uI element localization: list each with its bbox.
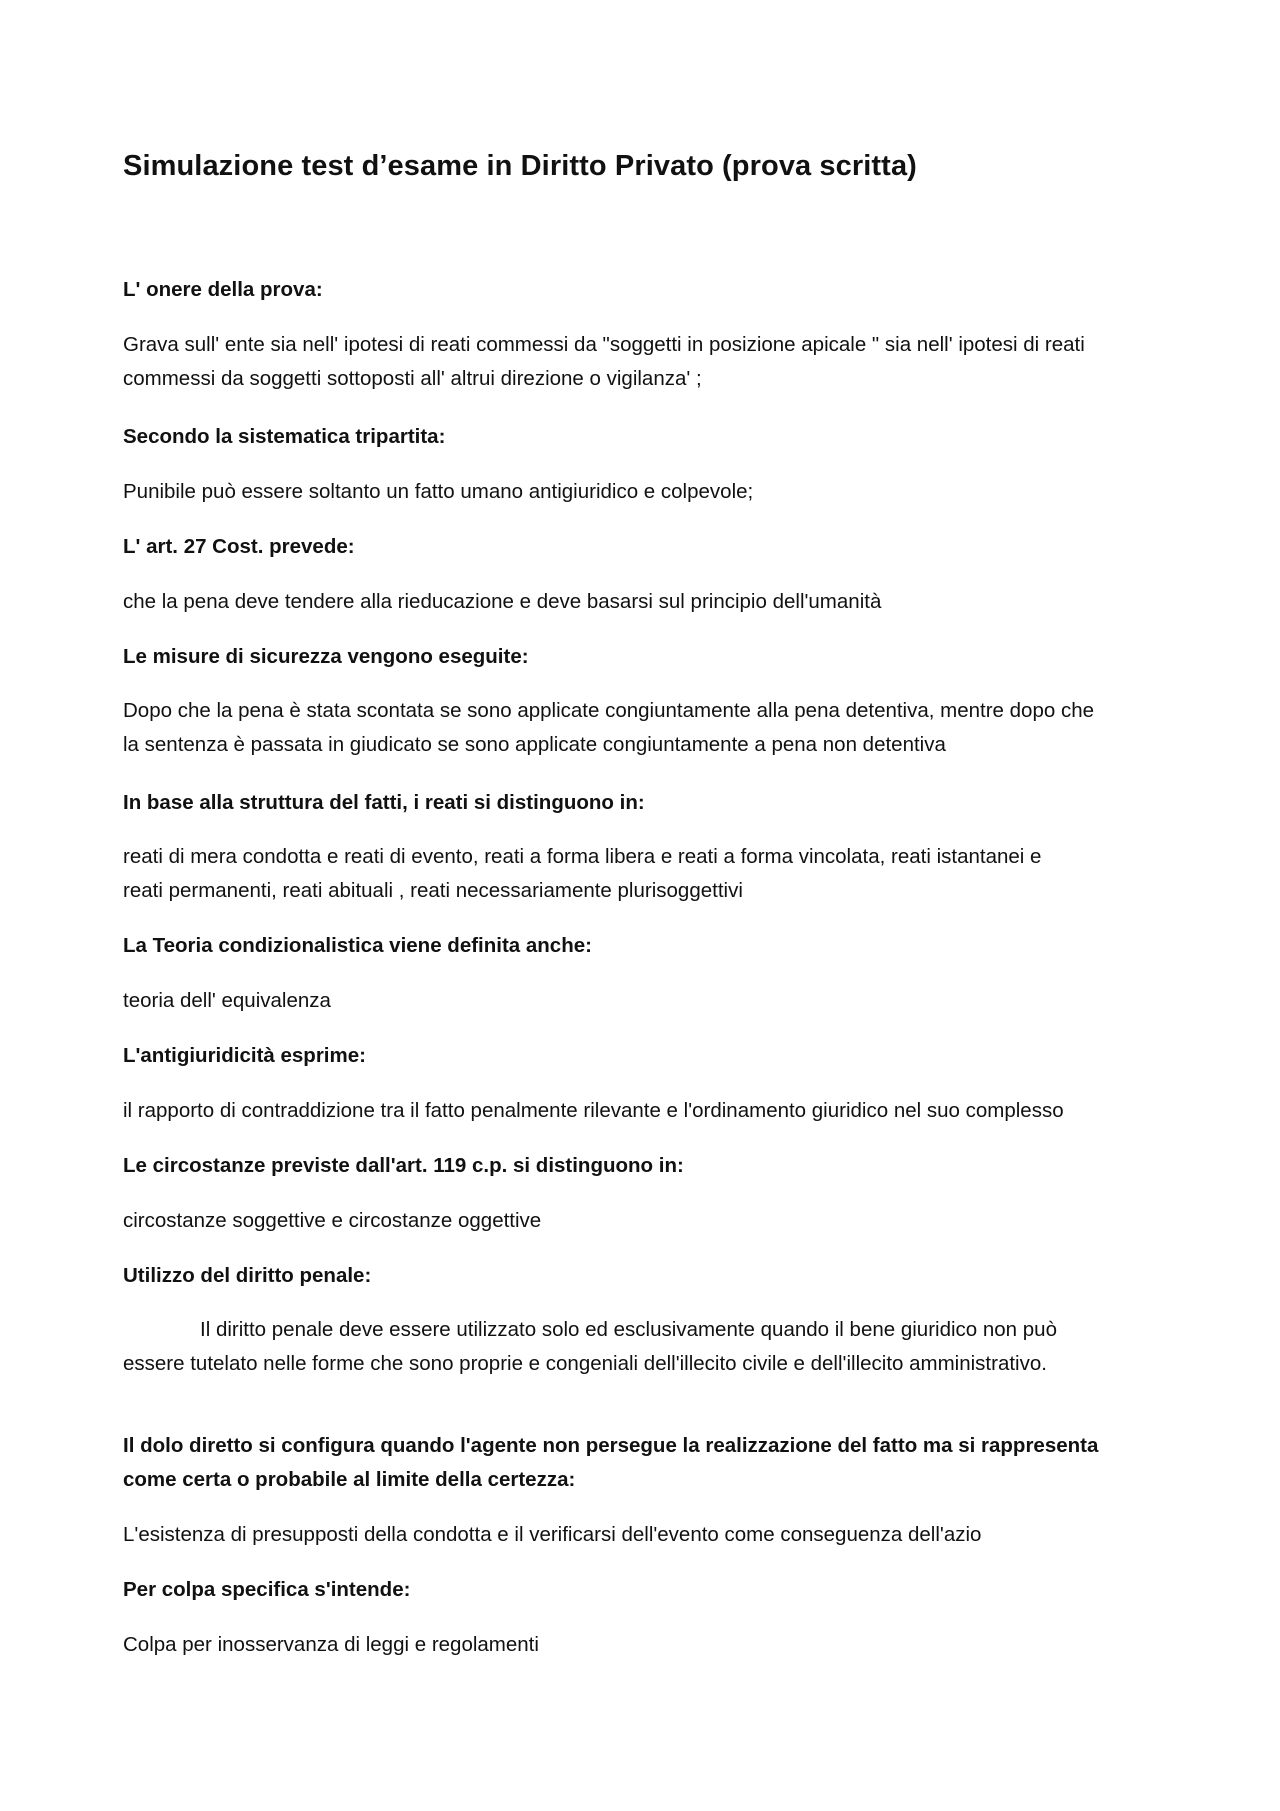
answer-struttura-fatti-line-2: reati permanenti, reati abituali , reati necessariamente plurisoggettivi [123,879,743,902]
answer-antigiuridicita: il rapporto di contraddizione tra il fatto penalmente rilevante e l'ordinamento giuridico nel suo complesso [123,1099,1064,1122]
question-antigiuridicita: L'antigiuridicità esprime: [123,1044,366,1067]
answer-misure-sicurezza-line-2: la sentenza è passata in giudicato se sono applicate congiuntamente a pena non detentiva [123,733,946,756]
question-dolo-diretto-line-1: Il dolo diretto si configura quando l'agente non persegue la realizzazione del fatto ma si rappresenta [123,1434,1099,1457]
question-struttura-fatti: In base alla struttura del fatti, i reati si distinguono in: [123,791,645,814]
question-dolo-diretto-line-2: come certa o probabile al limite della certezza: [123,1468,576,1491]
question-utilizzo-diritto-penale: Utilizzo del diritto penale: [123,1264,372,1287]
answer-misure-sicurezza-line-1: Dopo che la pena è stata scontata se sono applicate congiuntamente alla pena detentiva, mentre dopo che [123,699,1095,722]
question-art-27-cost: L' art. 27 Cost. prevede: [123,535,355,558]
answer-circostanze-art-119: circostanze soggettive e circostanze oggettive [123,1209,542,1232]
answer-teoria-condizionalistica: teoria dell' equivalenza [123,989,331,1012]
question-colpa-specifica: Per colpa specifica s'intende: [123,1578,411,1601]
answer-dolo-diretto: L'esistenza di presupposti della condotta e il verificarsi dell'evento come conseguenza dell'azio [123,1523,982,1546]
question-teoria-condizionalistica: La Teoria condizionalistica viene definita anche: [123,934,592,957]
answer-utilizzo-diritto-penale-line-1: Il diritto penale deve essere utilizzato solo ed esclusivamente quando il bene giuridico non può [200,1318,1057,1341]
answer-art-27-cost: che la pena deve tendere alla rieducazione e deve basarsi sul principio dell'umanità [123,590,882,613]
answer-struttura-fatti-line-1: reati di mera condotta e reati di evento, reati a forma libera e reati a forma vincolata, reati istantanei e [123,845,1042,868]
answer-sistematica-tripartita: Punibile può essere soltanto un fatto umano antigiuridico e colpevole; [123,480,754,503]
question-sistematica-tripartita: Secondo la sistematica tripartita: [123,425,446,448]
answer-onere-prova-line-2: commessi da soggetti sottoposti all' altrui direzione o vigilanza' ; [123,367,702,390]
question-onere-prova: L' onere della prova: [123,278,323,301]
answer-utilizzo-diritto-penale-line-2: essere tutelato nelle forme che sono proprie e congeniali dell'illecito civile e dell'illecito amministrativo. [123,1352,1047,1375]
question-misure-sicurezza: Le misure di sicurezza vengono eseguite: [123,645,529,668]
question-circostanze-art-119: Le circostanze previste dall'art. 119 c.p. si distinguono in: [123,1154,684,1177]
answer-onere-prova-line-1: Grava sull' ente sia nell' ipotesi di reati commessi da "soggetti in posizione apicale " sia nell' ipotesi di reati [123,333,1085,356]
answer-colpa-specifica: Colpa per inosservanza di leggi e regolamenti [123,1633,539,1656]
document-title: Simulazione test d’esame in Diritto Privato (prova scritta) [123,150,917,182]
